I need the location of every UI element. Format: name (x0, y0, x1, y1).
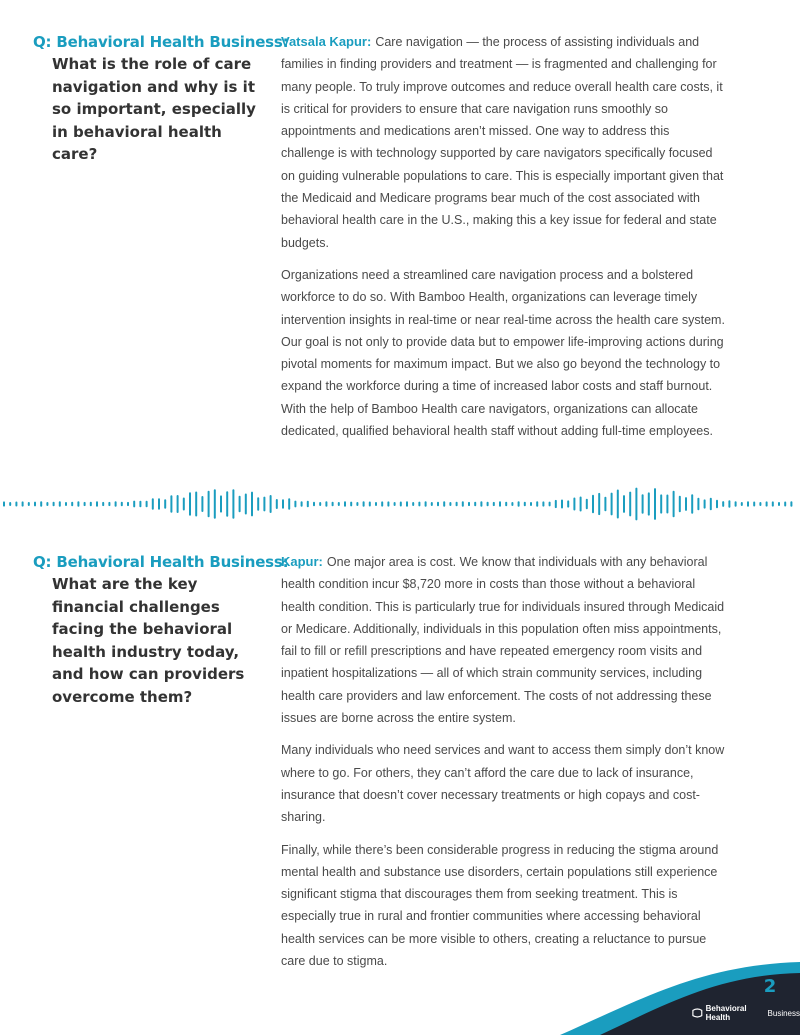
answer-2 (281, 551, 726, 982)
brand-name-light: Business (767, 1008, 800, 1018)
footer-swoosh (0, 940, 800, 1035)
question-label: Q: Behavioral Health Business: (33, 33, 289, 51)
question-1 (33, 31, 289, 166)
answer-paragraph: Organizations need a streamlined care navigation process and a bolstered workforce to do so. With Bamboo Health, organizations can leverage timely intervention insights in real-time or near real-time across the health care system. Our goal is not only to provide data but to empower life-improving actions during pivotal moments for maximum impact. But we also go beyond the technology to expand the workforce during a time of increased labor costs and staff burnout. With the help of Bamboo Health care navigators, organizations can allocate dedicated, qualified behavioral health staff without adding full-time employees. (281, 267, 725, 439)
question-2 (33, 551, 289, 708)
speaker-name: Vatsala Kapur: (281, 34, 372, 49)
answer-paragraph (281, 551, 726, 729)
brand-logo-icon (692, 1008, 703, 1018)
question-text: What is the role of care navigation and why is it so important, especially in behavioral health care? (52, 55, 256, 163)
brand-name-bold: Behavioral Health (705, 1004, 747, 1022)
page-number: 2 (763, 976, 777, 997)
answer-1 (281, 31, 726, 452)
soundwave-divider (0, 486, 800, 522)
answer-paragraph: Many individuals who need services and want to access them simply don’t know where to go. For others, they can’t afford the care due to lack of insurance, insurance that doesn’t cover necessary treatments or high copays and cost-sharing. (281, 743, 725, 825)
answer-paragraph: Finally, while there’s been considerable progress in reducing the stigma around mental health and substance use disorders, certain populations still experience significant stigma that discourages them from seeking treatment. This is especially true in rural and frontier communities where accessing behavioral health services can be more visible to others, creating a reluctance to pursue care due to stigma. (281, 842, 719, 969)
paragraph-text: Care navigation — the process of assisting individuals and families in finding providers and treatment — is fragmented and challenging for many people. To truly improve outcomes and reduce overall health care costs, it is critical for providers to ensure that care navigation runs smoothly so appointments and medications aren’t missed. One way to address this challenge is with technology supported by care navigators specifically focused on guiding vulnerable populations to care. This is especially important given that the Medicaid and Medicare programs bear much of the cost associated with behavioral health care in the U.S., making this a key issue for federal and state budgets. (281, 35, 724, 250)
answer-paragraph (281, 31, 726, 254)
paragraph-text: One major area is cost. We know that individuals with any behavioral health condition incur $8,720 more in costs than those without a behavioral health condition. This is particularly true for individuals insured through Medicaid or Medicare. Additionally, individuals in this population often miss appointments, fail to fill or refill prescriptions and have repeated emergency room visits and inpatient hospitalizations — all of which strain community services, including health care providers and law enforcement. The costs of not addressing these issues are borne across the entire system. (281, 555, 725, 726)
speaker-name: Kapur: (281, 554, 323, 569)
brand-logo (692, 1004, 800, 1022)
question-label: Q: Behavioral Health Business: (33, 553, 289, 571)
question-text: What are the key financial challenges facing the behavioral health industry today, and how can providers overcome them? (52, 575, 245, 706)
